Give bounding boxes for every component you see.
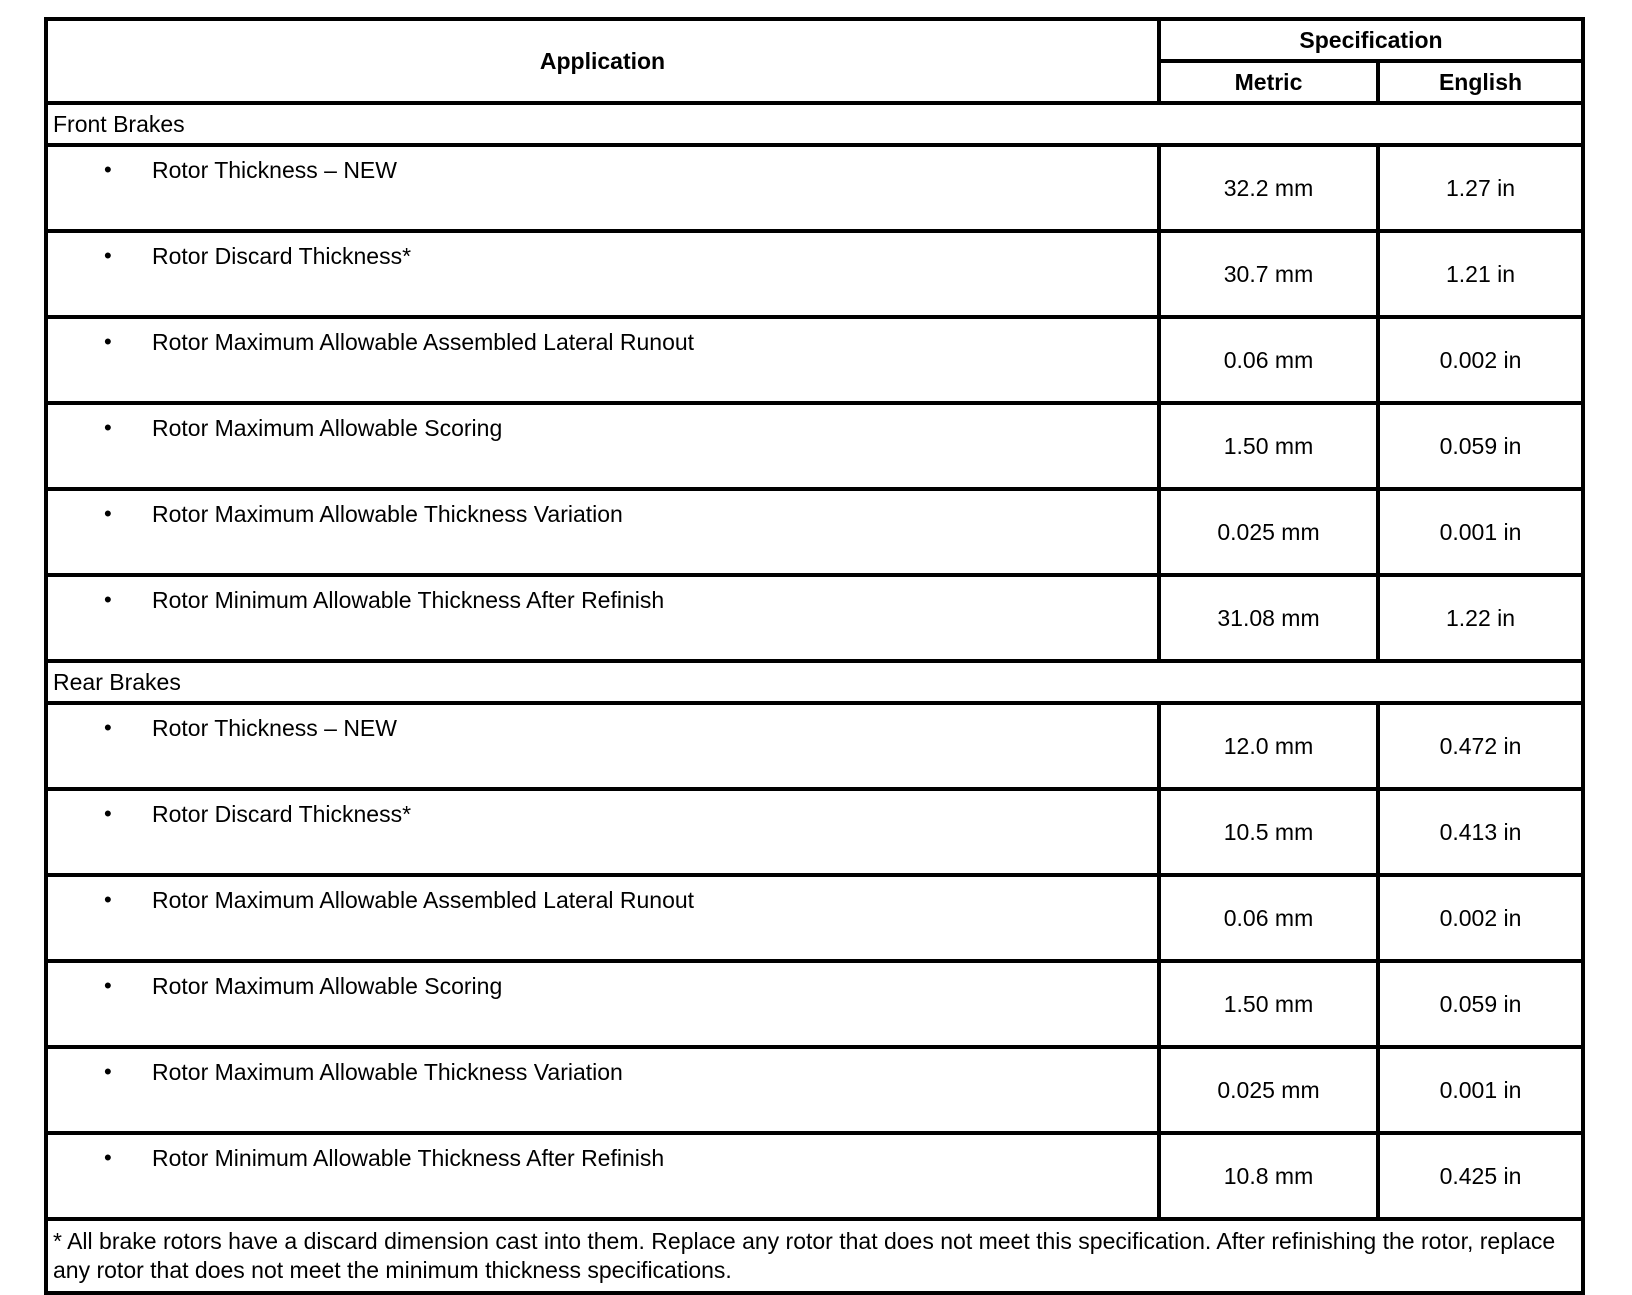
application-cell xyxy=(46,1047,1159,1133)
header-english: English xyxy=(1378,61,1583,103)
footnote: * All brake rotors have a discard dimension cast into them. Replace any rotor that does not meet this specification. After refinishing the rotor, replace any rotor that does not meet the minimum thickness specifications. xyxy=(46,1219,1583,1293)
metric-value: 1.50 mm xyxy=(1159,403,1378,489)
application-cell xyxy=(46,317,1159,403)
bullet: • xyxy=(104,243,112,268)
english-value: 0.425 in xyxy=(1378,1133,1583,1219)
header-application: Application xyxy=(46,19,1159,103)
application-label: Rotor Maximum Allowable Scoring xyxy=(152,973,503,999)
application-label: Rotor Minimum Allowable Thickness After Refinish xyxy=(152,587,665,613)
english-value: 0.001 in xyxy=(1378,1047,1583,1133)
application-label: Rotor Discard Thickness* xyxy=(152,243,412,269)
application-label: Rotor Thickness – NEW xyxy=(152,157,397,183)
english-value: 0.002 in xyxy=(1378,317,1583,403)
english-value: 1.21 in xyxy=(1378,231,1583,317)
application-cell xyxy=(46,875,1159,961)
bullet: • xyxy=(104,1059,112,1084)
application-cell xyxy=(46,1133,1159,1219)
bullet: • xyxy=(104,501,112,526)
metric-value: 32.2 mm xyxy=(1159,145,1378,231)
header-specification: Specification xyxy=(1159,19,1583,61)
bullet: • xyxy=(104,887,112,912)
application-cell xyxy=(46,575,1159,661)
english-value: 1.27 in xyxy=(1378,145,1583,231)
table-row xyxy=(46,789,1583,875)
english-value: 0.472 in xyxy=(1378,703,1583,789)
application-label: Rotor Maximum Allowable Scoring xyxy=(152,415,503,441)
english-value: 0.002 in xyxy=(1378,875,1583,961)
table-row xyxy=(46,875,1583,961)
metric-value: 12.0 mm xyxy=(1159,703,1378,789)
application-label: Rotor Maximum Allowable Thickness Variation xyxy=(152,1059,623,1085)
bullet: • xyxy=(104,1145,112,1170)
table-row xyxy=(46,575,1583,661)
metric-value: 31.08 mm xyxy=(1159,575,1378,661)
application-label: Rotor Maximum Allowable Assembled Lateral Runout xyxy=(152,887,695,913)
english-value: 0.059 in xyxy=(1378,961,1583,1047)
application-cell xyxy=(46,961,1159,1047)
application-cell xyxy=(46,789,1159,875)
metric-value: 0.06 mm xyxy=(1159,317,1378,403)
application-cell xyxy=(46,403,1159,489)
bullet: • xyxy=(104,801,112,826)
metric-value: 1.50 mm xyxy=(1159,961,1378,1047)
english-value: 0.059 in xyxy=(1378,403,1583,489)
metric-value: 10.5 mm xyxy=(1159,789,1378,875)
table-row xyxy=(46,145,1583,231)
bullet: • xyxy=(104,587,112,612)
application-cell xyxy=(46,145,1159,231)
metric-value: 10.8 mm xyxy=(1159,1133,1378,1219)
brake-rotor-spec-table xyxy=(44,17,1585,1295)
application-label: Rotor Discard Thickness* xyxy=(152,801,412,827)
application-label: Rotor Maximum Allowable Assembled Lateral Runout xyxy=(152,329,695,355)
bullet: • xyxy=(104,715,112,740)
section-title-front-brakes: Front Brakes xyxy=(46,103,1583,145)
english-value: 0.413 in xyxy=(1378,789,1583,875)
table-row xyxy=(46,1047,1583,1133)
metric-value: 0.025 mm xyxy=(1159,489,1378,575)
table-row xyxy=(46,317,1583,403)
application-label: Rotor Thickness – NEW xyxy=(152,715,397,741)
application-label: Rotor Maximum Allowable Thickness Variation xyxy=(152,501,623,527)
bullet: • xyxy=(104,415,112,440)
table-row xyxy=(46,703,1583,789)
bullet: • xyxy=(104,973,112,998)
table-body xyxy=(46,103,1583,1293)
application-cell xyxy=(46,231,1159,317)
bullet: • xyxy=(104,329,112,354)
metric-value: 0.025 mm xyxy=(1159,1047,1378,1133)
english-value: 0.001 in xyxy=(1378,489,1583,575)
section-title-rear-brakes: Rear Brakes xyxy=(46,661,1583,703)
table-row xyxy=(46,961,1583,1047)
application-label: Rotor Minimum Allowable Thickness After Refinish xyxy=(152,1145,665,1171)
table-row xyxy=(46,231,1583,317)
english-value: 1.22 in xyxy=(1378,575,1583,661)
metric-value: 30.7 mm xyxy=(1159,231,1378,317)
bullet: • xyxy=(104,157,112,182)
application-cell xyxy=(46,489,1159,575)
table-row xyxy=(46,1133,1583,1219)
header-metric: Metric xyxy=(1159,61,1378,103)
table-row xyxy=(46,489,1583,575)
metric-value: 0.06 mm xyxy=(1159,875,1378,961)
application-cell xyxy=(46,703,1159,789)
table-row xyxy=(46,403,1583,489)
